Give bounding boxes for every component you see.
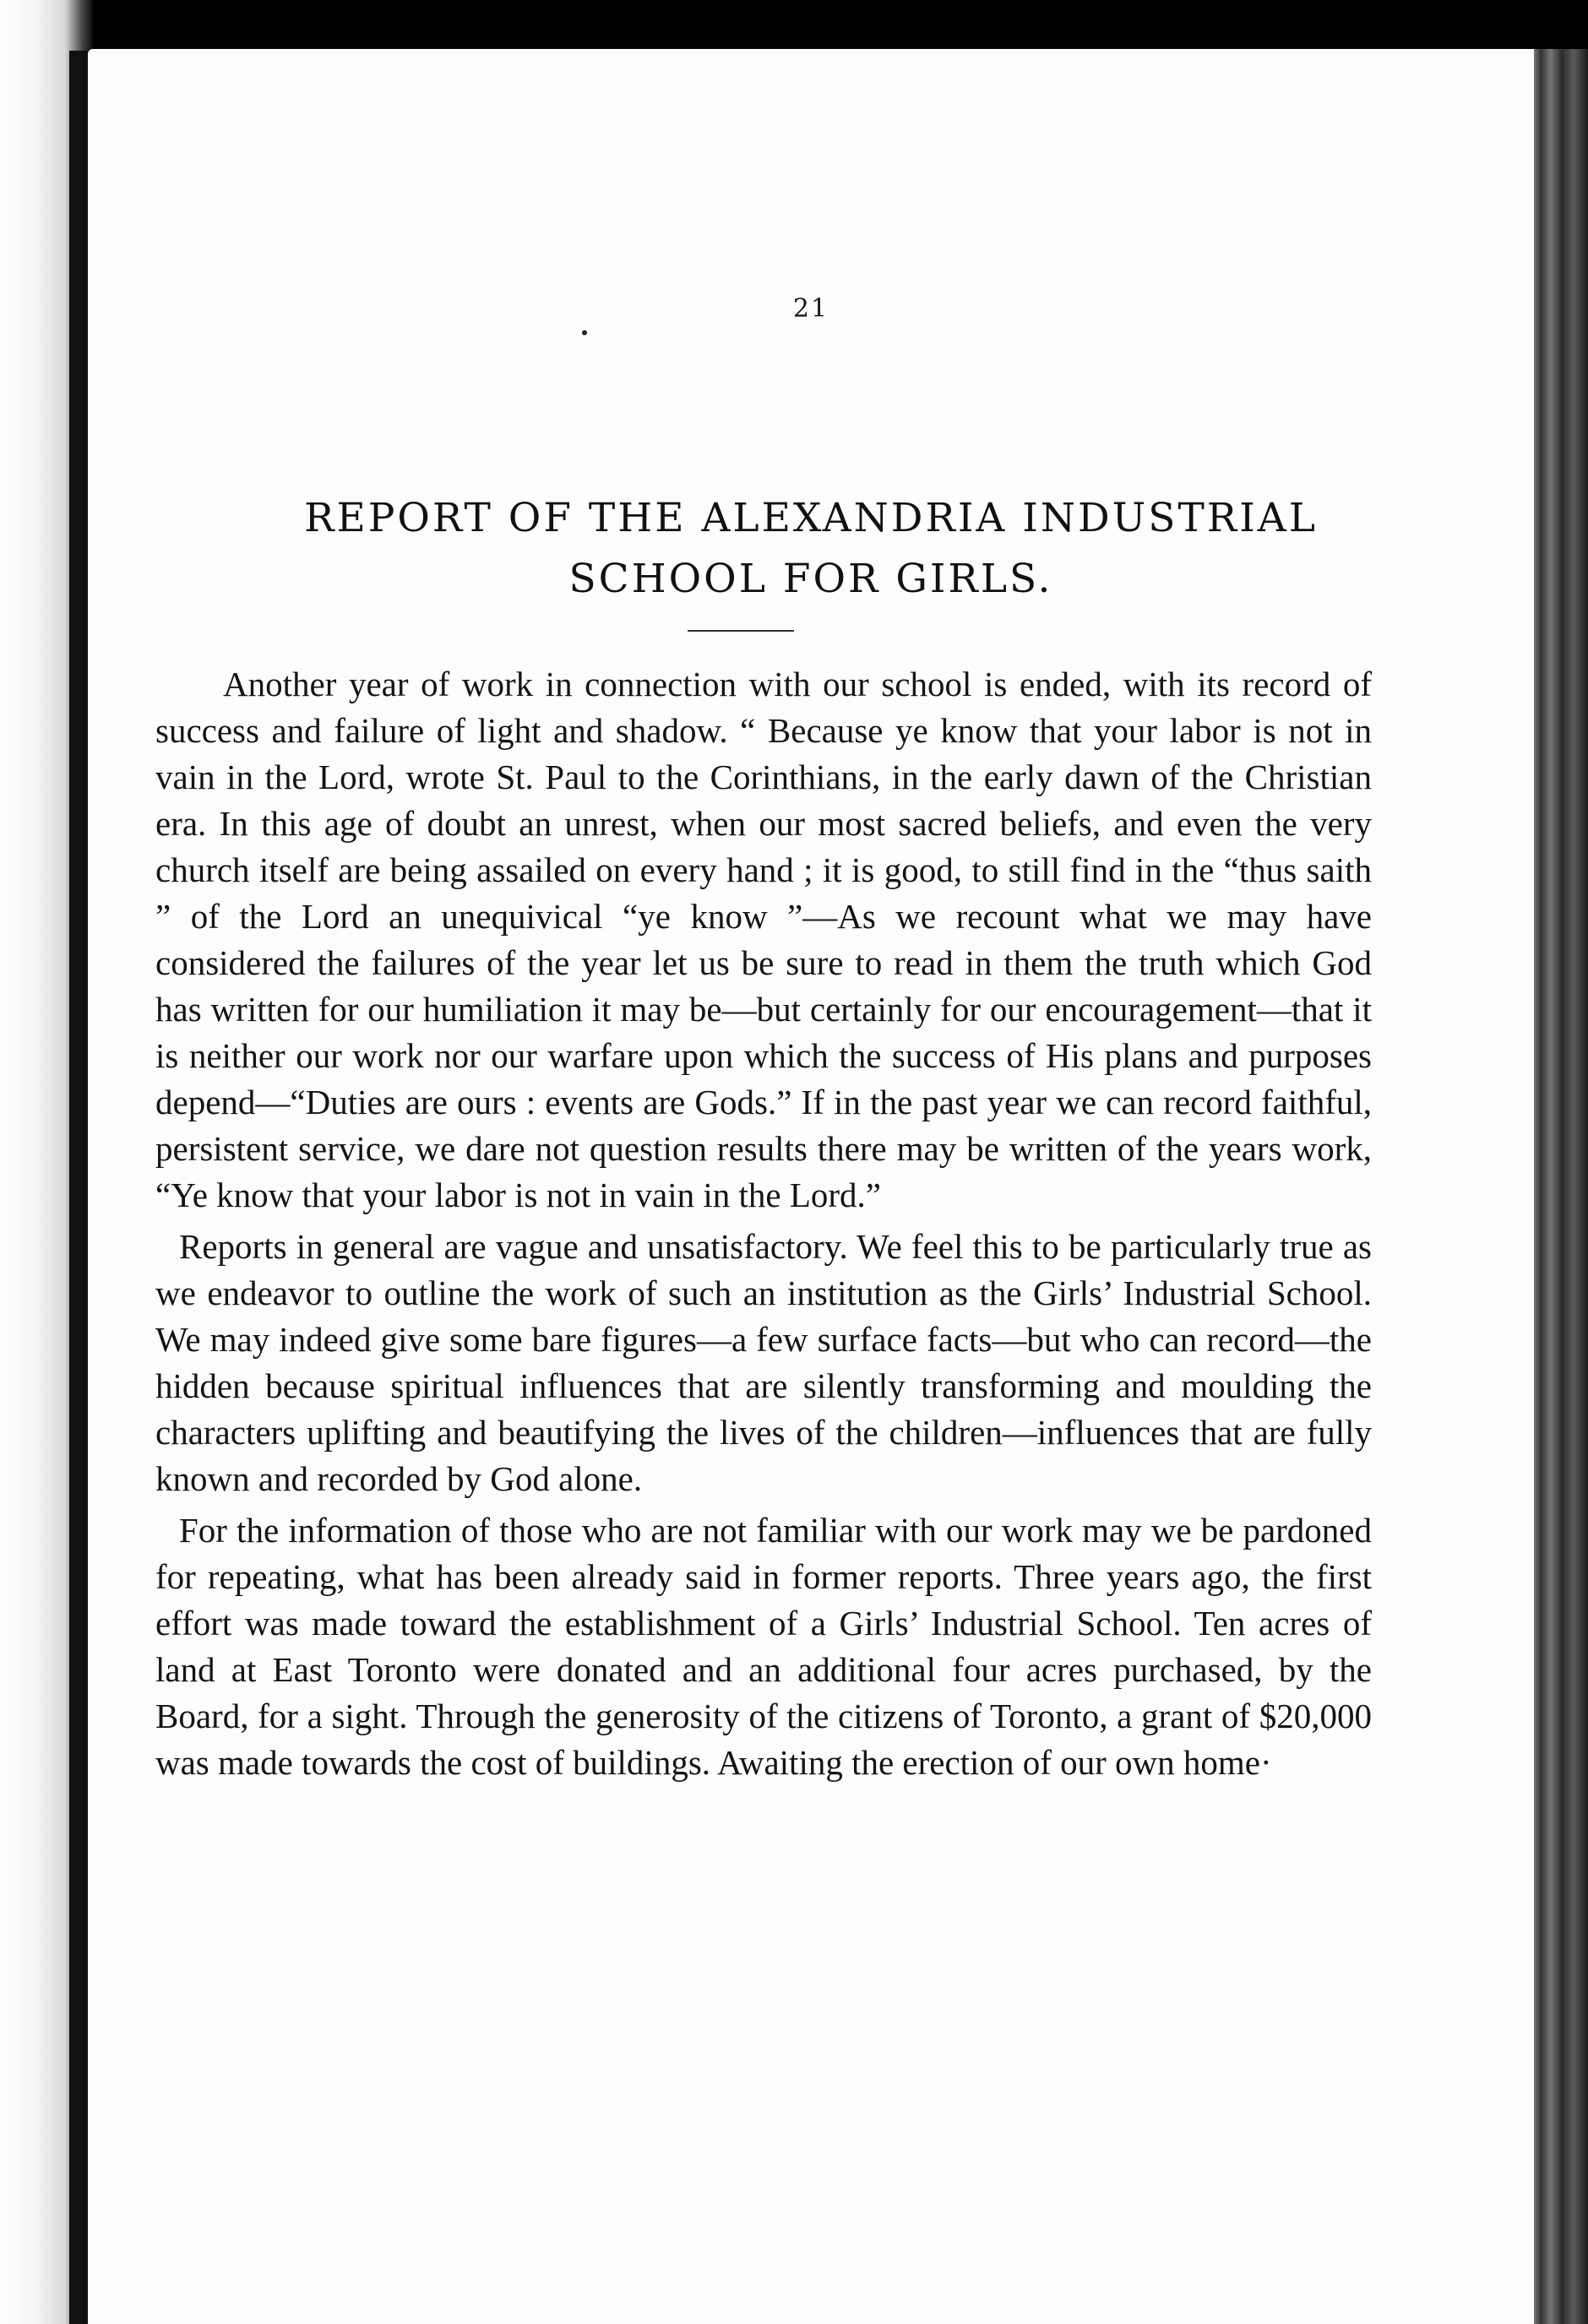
report-title: [139, 488, 1483, 610]
paragraph-2: Reports in general are vague and unsatisfactory. We feel this to be particularly true as we endeavor to outline the work of such an institution as the Girls’ Industrial School. We may indeed give some bare figures—a few surface facts—but who can record—the hidden because spiritual influences that are silently transforming and moulding the characters uplifting and beautifying the lives of the children—influences that are fully known and recorded by God alone.: [155, 1227, 1372, 1498]
ink-speck: [582, 330, 587, 335]
report-body: [155, 661, 1372, 1786]
book-binding-edge: [1531, 49, 1588, 2324]
paragraph-1: Another year of work in connection with our school is ended, with its record of success and failure of light and shadow. “ Because ye know that your labor is not in vain in the Lord, wrote St. Paul to the Corinthians, in the early dawn of the Christian era. In this age of doubt an unrest, when our most sacred beliefs, and even the very church itself are being assailed on every hand ; it is good, to still find in the “thus saith ” of the Lord an unequivical “ye know ”—As we recount what we may have considered the failures of the year let us be sure to read in them the truth which God has written for our humiliation it may be—but certainly for our encouragement—that it is neither our work nor our warfare upon which the success of His plans and purposes depend—“Duties are ours : events are Gods.” If in the past year we can record faithful, persistent service, we dare not question results there may be written of the years work, “Ye know that your labor is not in vain in the Lord.”: [155, 665, 1372, 1214]
scan-top-border: [0, 0, 1588, 49]
book-page: [88, 49, 1534, 2324]
title-line-2: SCHOOL FOR GIRLS.: [568, 556, 1053, 602]
title-line-1: REPORT OF THE ALEXANDRIA INDUSTRIAL: [304, 495, 1318, 541]
page-number: 21: [792, 294, 829, 323]
paragraph-3: For the information of those who are not familiar with our work may we be pardoned for repeating, what has been already said in former reports. Three years ago, the first effort was made toward the establishment of a Girls’ Industrial School. Ten acres of land at East Toronto were donated and an additional four acres purchased, by the Board, for a sight. Through the generosity of the citizens of Toronto, a grant of $20,000 was made towards the cost of buildings. Awaiting the erection of our own home·: [155, 1511, 1372, 1782]
title-divider: [688, 630, 794, 632]
